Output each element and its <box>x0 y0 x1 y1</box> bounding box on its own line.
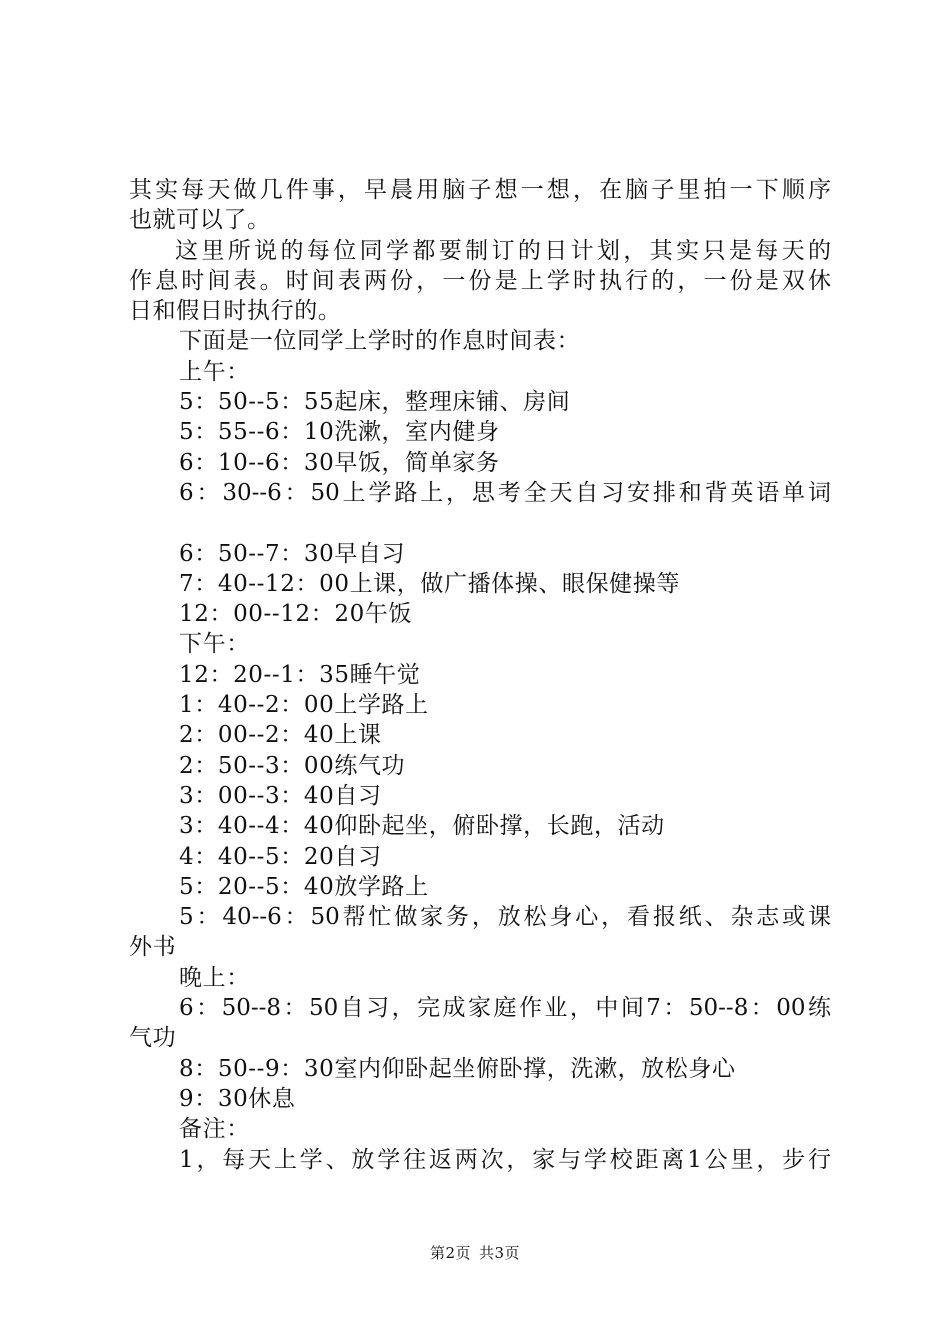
page-footer <box>0 1243 950 1263</box>
section-heading-notes: 备注： <box>179 1116 250 1143</box>
schedule-item: 3：40--4：40仰卧起坐，俯卧撑，长跑，活动 <box>179 813 665 840</box>
schedule-item: 5：55--6：10洗漱，室内健身 <box>179 419 500 446</box>
paragraph-line: 作息时间表。时间表两份，一份是上学时执行的，一份是双休 <box>129 267 831 294</box>
section-heading-afternoon: 下午： <box>179 631 250 658</box>
document-body <box>129 175 831 1175</box>
schedule-item: 2：00--2：40上课 <box>179 722 382 749</box>
schedule-item: 12：20--1：35睡午觉 <box>179 661 421 688</box>
schedule-item: 5：20--5：40放学路上 <box>179 873 429 900</box>
schedule-item: 6：30--6：50上学路上，思考全天自习安排和背英语单词 <box>179 479 831 506</box>
paragraph-line: 下面是一位同学上学时的作息时间表： <box>179 328 581 355</box>
schedule-item-continued: 外书 <box>129 934 177 961</box>
schedule-item: 2：50--3：00练气功 <box>179 752 406 779</box>
schedule-item: 5：40--6：50帮忙做家务，放松身心，看报纸、杂志或课 <box>179 904 831 931</box>
schedule-item: 6：50--7：30早自习 <box>179 540 406 567</box>
schedule-item: 9：30休息 <box>179 1085 296 1112</box>
paragraph-line: 这里所说的每位同学都要制订的日计划，其实只是每天的 <box>175 237 831 264</box>
section-heading-morning: 上午： <box>179 358 250 385</box>
blank-line <box>129 508 831 538</box>
schedule-item: 3：00--3：40自习 <box>179 782 382 809</box>
schedule-item: 4：40--5：20自习 <box>179 843 382 870</box>
schedule-item: 6：50--8：50自习，完成家庭作业，中间7：50--8：00练 <box>179 995 831 1022</box>
schedule-item: 8：50--9：30室内仰卧起坐俯卧撑，洗漱，放松身心 <box>179 1055 736 1082</box>
section-heading-evening: 晚上： <box>179 964 250 991</box>
note-item: 1，每天上学、放学往返两次，家与学校距离1公里，步行 <box>179 1146 831 1173</box>
schedule-item-continued: 气功 <box>129 1025 177 1052</box>
schedule-item: 12：00--12：20午饭 <box>179 601 413 628</box>
paragraph-line: 日和假日时执行的。 <box>129 298 342 325</box>
page-total: 共3页 <box>479 1244 521 1262</box>
schedule-item: 1：40--2：00上学路上 <box>179 692 429 719</box>
paragraph-line: 也就可以了。 <box>129 207 271 234</box>
schedule-item: 6：10--6：30早饭，简单家务 <box>179 449 500 476</box>
page-number: 第2页 <box>429 1244 471 1262</box>
schedule-item: 7：40--12：00上课，做广播体操、眼保健操等 <box>179 570 680 597</box>
paragraph-line: 其实每天做几件事，早晨用脑子想一想，在脑子里拍一下顺序 <box>129 177 831 203</box>
schedule-item: 5：50--5：55起床，整理床铺、房间 <box>179 389 571 416</box>
